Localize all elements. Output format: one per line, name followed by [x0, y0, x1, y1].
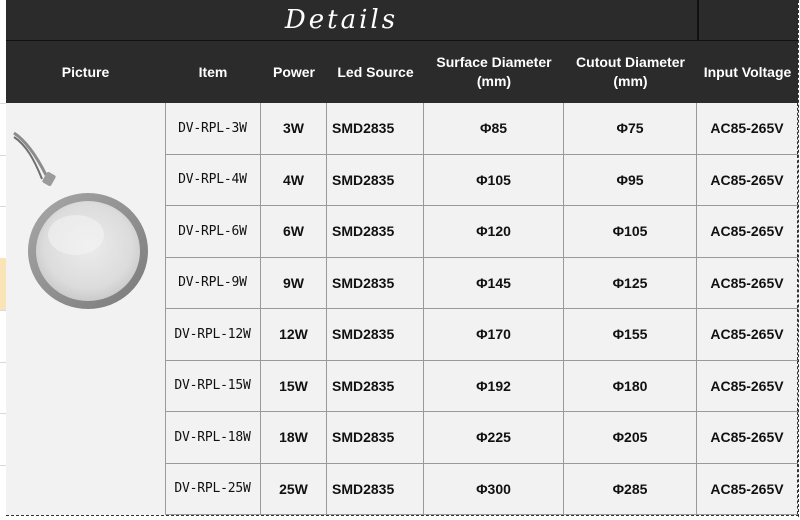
- details-table: [6, 0, 798, 517]
- surface-diameter-cell[interactable]: [424, 412, 564, 463]
- cutout-diameter-cell[interactable]: [564, 412, 697, 463]
- header-surface-diameter-label: Surface Diameter: [436, 54, 552, 70]
- surface-diameter-cell[interactable]: [424, 155, 564, 206]
- input-voltage-value: AC85-265V: [710, 223, 784, 240]
- led-source-cell[interactable]: [327, 412, 424, 463]
- input-voltage-cell[interactable]: [697, 155, 798, 206]
- surface-diameter-cell[interactable]: [424, 309, 564, 360]
- table-row: [165, 361, 798, 413]
- led-source-value: SMD2835: [332, 429, 395, 446]
- right-border: [797, 0, 799, 517]
- header-cutout-diameter-unit: (mm): [613, 73, 648, 89]
- power-value: 6W: [283, 223, 304, 240]
- led-source-value: SMD2835: [332, 171, 395, 188]
- header-item[interactable]: [165, 41, 261, 103]
- item-cell[interactable]: [165, 258, 261, 309]
- input-voltage-cell[interactable]: [697, 361, 798, 412]
- item-cell[interactable]: [165, 412, 261, 463]
- input-voltage-value: AC85-265V: [710, 429, 784, 446]
- cutout-diameter-cell[interactable]: [564, 103, 697, 154]
- item-cell[interactable]: [165, 206, 261, 257]
- surface-diameter-value: Φ105: [476, 171, 511, 188]
- table-row: [165, 258, 798, 310]
- power-value: 25W: [279, 480, 308, 497]
- power-cell[interactable]: [261, 206, 327, 257]
- title-empty-cell[interactable]: [699, 0, 798, 40]
- item-value: DV-RPL-3W: [178, 120, 247, 136]
- cutout-diameter-value: Φ285: [612, 480, 648, 497]
- led-source-value: SMD2835: [332, 120, 395, 137]
- item-cell[interactable]: [165, 155, 261, 206]
- cutout-diameter-cell[interactable]: [564, 258, 697, 309]
- surface-diameter-value: Φ85: [479, 120, 508, 137]
- cutout-diameter-cell[interactable]: [564, 361, 697, 412]
- surface-diameter-value: Φ192: [476, 377, 511, 394]
- header-led-source[interactable]: [327, 41, 424, 103]
- power-value: 4W: [283, 171, 304, 188]
- input-voltage-value: AC85-265V: [710, 480, 784, 497]
- power-value: 18W: [279, 429, 308, 446]
- input-voltage-value: AC85-265V: [710, 120, 784, 137]
- surface-diameter-value: Φ120: [476, 223, 511, 240]
- input-voltage-cell[interactable]: [697, 412, 798, 463]
- input-voltage-value: AC85-265V: [710, 171, 784, 188]
- data-rows: [165, 103, 798, 515]
- input-voltage-cell[interactable]: [697, 206, 798, 257]
- cutout-diameter-value: Φ75: [616, 120, 644, 137]
- cutout-diameter-value: Φ155: [612, 326, 648, 343]
- header-surface-diameter-unit: (mm): [476, 73, 512, 89]
- power-value: 9W: [283, 274, 304, 291]
- round-led-panel-light-image: [6, 103, 165, 515]
- cutout-diameter-value: Φ180: [612, 377, 648, 394]
- header-power-label: Power: [272, 63, 315, 80]
- power-cell[interactable]: [261, 309, 327, 360]
- led-source-cell[interactable]: [327, 309, 424, 360]
- table-row: [165, 206, 798, 258]
- led-source-value: SMD2835: [332, 326, 395, 343]
- cutout-diameter-value: Φ105: [612, 223, 648, 240]
- item-value: DV-RPL-6W: [178, 223, 247, 239]
- picture-cell[interactable]: [6, 103, 166, 515]
- power-cell[interactable]: [261, 464, 327, 515]
- item-cell[interactable]: [165, 464, 261, 515]
- surface-diameter-cell[interactable]: [424, 464, 564, 515]
- led-source-value: SMD2835: [332, 274, 395, 291]
- surface-diameter-value: Φ300: [476, 480, 511, 497]
- header-power[interactable]: [261, 41, 327, 103]
- cutout-diameter-cell[interactable]: [564, 309, 697, 360]
- title-row: [6, 0, 798, 41]
- item-value: DV-RPL-18W: [174, 429, 251, 445]
- power-value: 15W: [279, 377, 308, 394]
- input-voltage-cell[interactable]: [697, 309, 798, 360]
- table-row: [165, 464, 798, 516]
- surface-diameter-value: Φ170: [476, 326, 511, 343]
- table-row: [165, 309, 798, 361]
- input-voltage-cell[interactable]: [697, 464, 798, 515]
- item-value: DV-RPL-15W: [174, 378, 251, 394]
- item-value: DV-RPL-9W: [178, 275, 247, 291]
- header-picture-label: Picture: [61, 63, 110, 80]
- header-surface-diameter[interactable]: [424, 41, 564, 103]
- item-value: DV-RPL-25W: [174, 481, 251, 497]
- header-cutout-diameter[interactable]: [564, 41, 697, 103]
- header-picture[interactable]: [6, 41, 165, 103]
- power-cell[interactable]: [261, 103, 327, 154]
- power-value: 12W: [279, 326, 308, 343]
- input-voltage-value: AC85-265V: [710, 326, 784, 343]
- header-input-voltage[interactable]: [697, 41, 798, 103]
- header-row: [6, 41, 798, 103]
- led-source-value: SMD2835: [332, 480, 395, 497]
- power-cell[interactable]: [261, 361, 327, 412]
- item-value: DV-RPL-12W: [174, 326, 251, 342]
- table-row: [165, 412, 798, 464]
- cutout-diameter-value: Φ125: [612, 274, 648, 291]
- cutout-diameter-cell[interactable]: [564, 155, 697, 206]
- input-voltage-cell[interactable]: [697, 258, 798, 309]
- power-cell[interactable]: [261, 412, 327, 463]
- cutout-diameter-value: Φ205: [612, 429, 648, 446]
- item-cell[interactable]: [165, 103, 261, 154]
- item-cell[interactable]: [165, 309, 261, 360]
- table-row: [165, 155, 798, 207]
- led-source-cell[interactable]: [327, 464, 424, 515]
- surface-diameter-value: Φ145: [476, 274, 511, 291]
- led-source-value: SMD2835: [332, 223, 395, 240]
- table-title: Details: [284, 5, 399, 35]
- surface-diameter-cell[interactable]: [424, 258, 564, 309]
- surface-diameter-cell[interactable]: [424, 206, 564, 257]
- header-cutout-diameter-label: Cutout Diameter: [576, 54, 685, 70]
- power-cell[interactable]: [261, 258, 327, 309]
- cutout-diameter-value: Φ95: [616, 171, 644, 188]
- power-cell[interactable]: [261, 155, 327, 206]
- surface-diameter-cell[interactable]: [424, 361, 564, 412]
- led-source-cell[interactable]: [327, 361, 424, 412]
- cutout-diameter-cell[interactable]: [564, 464, 697, 515]
- header-item-label: Item: [198, 63, 228, 80]
- input-voltage-value: AC85-265V: [710, 274, 784, 291]
- led-source-cell[interactable]: [327, 155, 424, 206]
- power-value: 3W: [283, 120, 304, 137]
- led-source-cell[interactable]: [327, 103, 424, 154]
- input-voltage-value: AC85-265V: [710, 377, 784, 394]
- surface-diameter-cell[interactable]: [424, 103, 564, 154]
- title-cell[interactable]: [6, 0, 699, 40]
- item-value: DV-RPL-4W: [178, 172, 247, 188]
- led-source-cell[interactable]: [327, 206, 424, 257]
- table-body: [6, 103, 798, 515]
- surface-diameter-value: Φ225: [476, 429, 511, 446]
- item-cell[interactable]: [165, 361, 261, 412]
- led-source-cell[interactable]: [327, 258, 424, 309]
- table-row: [165, 103, 798, 155]
- header-input-voltage-label: Input Voltage: [703, 63, 792, 80]
- cutout-diameter-cell[interactable]: [564, 206, 697, 257]
- header-led-source-label: Led Source: [337, 63, 414, 80]
- led-source-value: SMD2835: [332, 377, 395, 394]
- input-voltage-cell[interactable]: [697, 103, 798, 154]
